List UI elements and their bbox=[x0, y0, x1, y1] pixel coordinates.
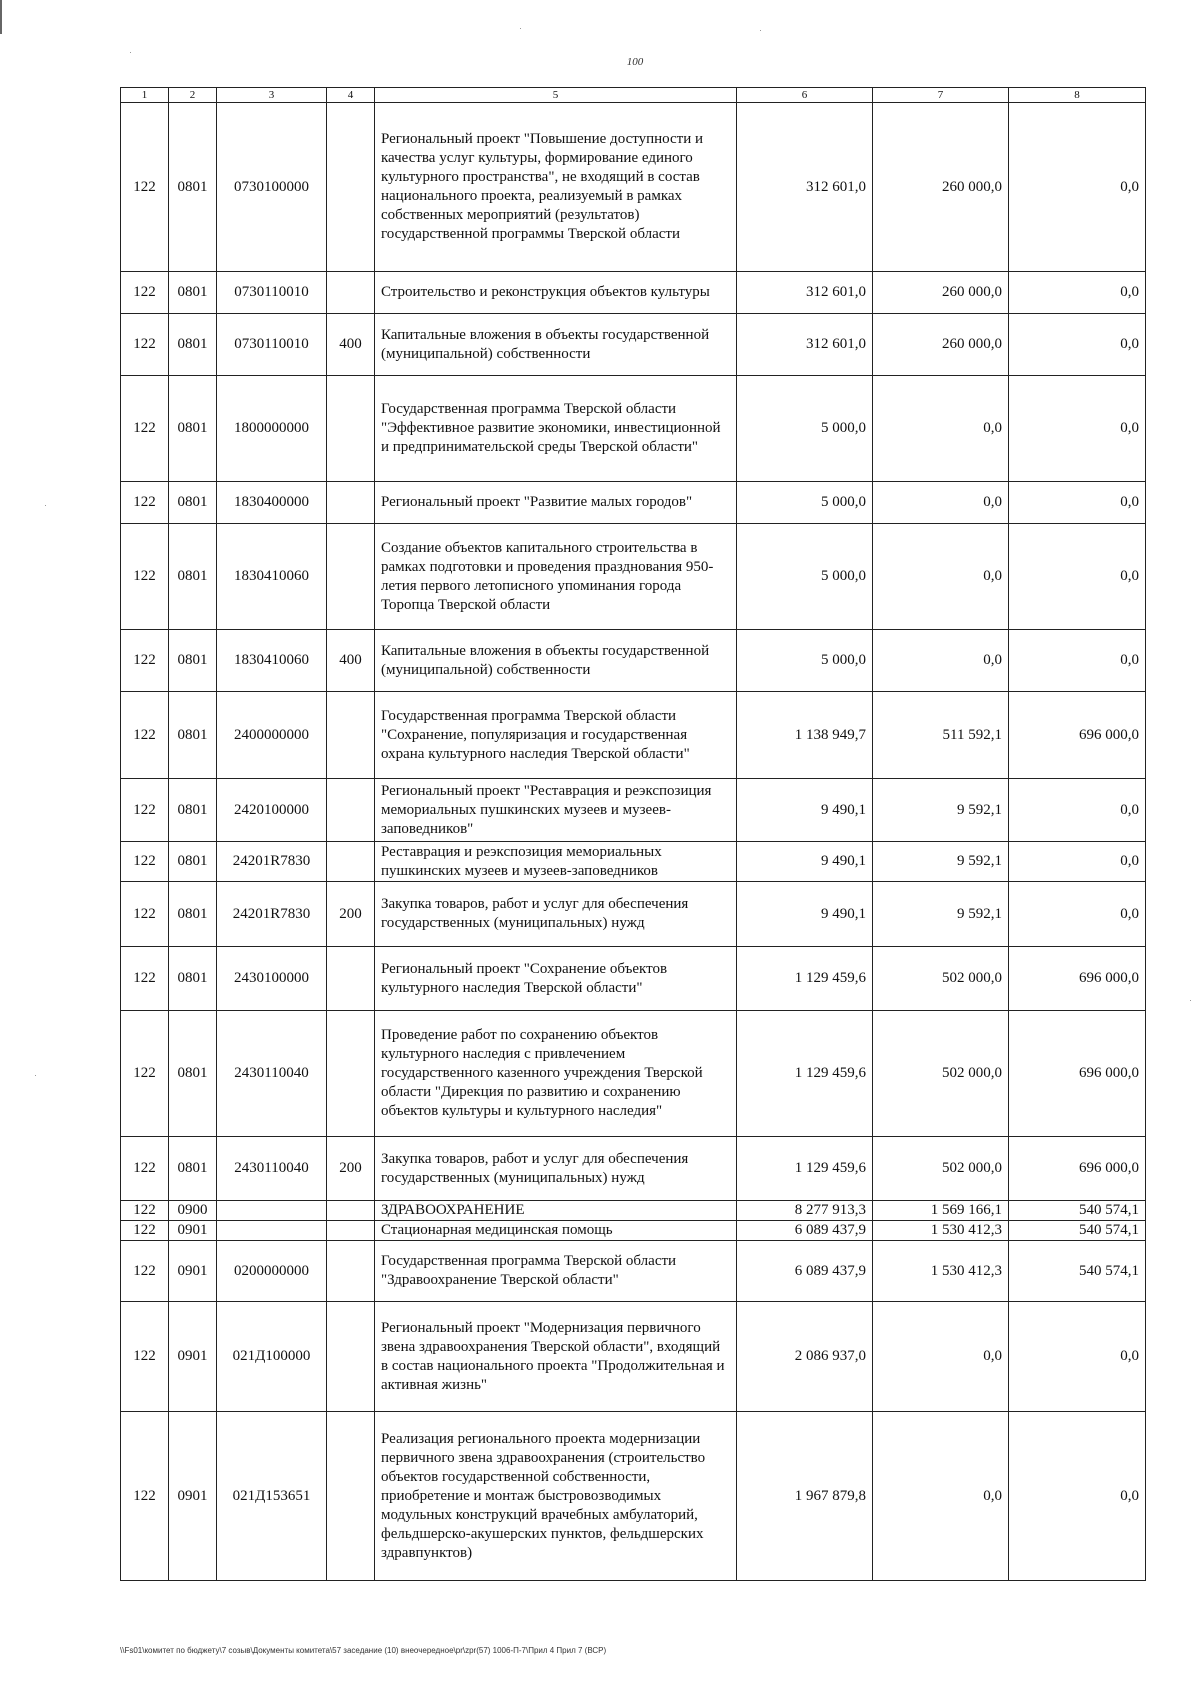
amount-col6-cell: 6 089 437,9 bbox=[737, 1241, 873, 1302]
column-header: 3 bbox=[217, 88, 327, 103]
expense-type-cell bbox=[327, 1302, 375, 1412]
target-article-cell: 2430100000 bbox=[217, 947, 327, 1011]
page-number: 100 bbox=[626, 56, 644, 68]
target-article-cell: 0730100000 bbox=[217, 103, 327, 272]
budget-table bbox=[120, 87, 1146, 1581]
target-article-cell: 1830410060 bbox=[217, 524, 327, 630]
table-row bbox=[121, 272, 1146, 314]
amount-col8-cell: 0,0 bbox=[1009, 524, 1146, 630]
expense-type-cell bbox=[327, 1011, 375, 1137]
expense-type-cell: 400 bbox=[327, 630, 375, 692]
ministry-code-cell: 122 bbox=[121, 1412, 169, 1581]
description-cell: Проведение работ по сохранению объектов культурного наследия с привлечением государственного казенного учреждения Тверской области "Дирекция по развитию и сохранению объектов культуры и культурного наследия" bbox=[375, 1011, 737, 1137]
amount-col8-cell: 540 574,1 bbox=[1009, 1241, 1146, 1302]
amount-col7-cell: 502 000,0 bbox=[873, 1011, 1009, 1137]
section-code-cell: 0801 bbox=[169, 314, 217, 376]
column-header: 4 bbox=[327, 88, 375, 103]
description-cell: Региональный проект "Развитие малых городов" bbox=[375, 482, 737, 524]
ministry-code-cell: 122 bbox=[121, 524, 169, 630]
amount-col7-cell: 0,0 bbox=[873, 376, 1009, 482]
amount-col6-cell: 312 601,0 bbox=[737, 272, 873, 314]
scan-speck bbox=[1190, 1000, 1191, 1001]
amount-col6-cell: 5 000,0 bbox=[737, 482, 873, 524]
table-row bbox=[121, 692, 1146, 779]
target-article-cell: 021Д153651 bbox=[217, 1412, 327, 1581]
description-cell: Региональный проект "Повышение доступности и качества услуг культуры, формирование единого культурного пространства", не входящий в состав национального проекта, реализуемый в рамках собственных мероприятий (результатов) государственной программы Тверской области bbox=[375, 103, 737, 272]
amount-col6-cell: 1 967 879,8 bbox=[737, 1412, 873, 1581]
table-row bbox=[121, 1221, 1146, 1241]
amount-col6-cell: 6 089 437,9 bbox=[737, 1221, 873, 1241]
amount-col6-cell: 1 138 949,7 bbox=[737, 692, 873, 779]
ministry-code-cell: 122 bbox=[121, 947, 169, 1011]
section-code-cell: 0901 bbox=[169, 1241, 217, 1302]
target-article-cell: 1830410060 bbox=[217, 630, 327, 692]
target-article-cell: 24201R7830 bbox=[217, 882, 327, 947]
description-cell: ЗДРАВООХРАНЕНИЕ bbox=[375, 1201, 737, 1221]
amount-col7-cell: 502 000,0 bbox=[873, 947, 1009, 1011]
column-header: 8 bbox=[1009, 88, 1146, 103]
amount-col8-cell: 0,0 bbox=[1009, 779, 1146, 842]
description-cell: Стационарная медицинская помощь bbox=[375, 1221, 737, 1241]
description-cell: Создание объектов капитального строительства в рамках подготовки и проведения празднования 950-летия первого летописного упоминания города Торопца Тверской области bbox=[375, 524, 737, 630]
amount-col7-cell: 260 000,0 bbox=[873, 103, 1009, 272]
description-cell: Государственная программа Тверской области "Сохранение, популяризация и государственная охрана культурного наследия Тверской области" bbox=[375, 692, 737, 779]
table-row bbox=[121, 779, 1146, 842]
ministry-code-cell: 122 bbox=[121, 1221, 169, 1241]
amount-col6-cell: 5 000,0 bbox=[737, 524, 873, 630]
amount-col7-cell: 502 000,0 bbox=[873, 1137, 1009, 1201]
ministry-code-cell: 122 bbox=[121, 779, 169, 842]
amount-col7-cell: 260 000,0 bbox=[873, 314, 1009, 376]
section-code-cell: 0901 bbox=[169, 1221, 217, 1241]
amount-col7-cell: 0,0 bbox=[873, 1412, 1009, 1581]
expense-type-cell: 200 bbox=[327, 882, 375, 947]
column-header: 7 bbox=[873, 88, 1009, 103]
target-article-cell: 1830400000 bbox=[217, 482, 327, 524]
table-row bbox=[121, 1011, 1146, 1137]
section-code-cell: 0801 bbox=[169, 882, 217, 947]
amount-col8-cell: 696 000,0 bbox=[1009, 1137, 1146, 1201]
expense-type-cell bbox=[327, 947, 375, 1011]
section-code-cell: 0801 bbox=[169, 103, 217, 272]
section-code-cell: 0801 bbox=[169, 1137, 217, 1201]
section-code-cell: 0801 bbox=[169, 630, 217, 692]
amount-col6-cell: 9 490,1 bbox=[737, 882, 873, 947]
target-article-cell bbox=[217, 1221, 327, 1241]
scan-speck bbox=[45, 505, 46, 506]
description-cell: Региональный проект "Реставрация и реэкспозиция мемориальных пушкинских музеев и музеев-заповедников" bbox=[375, 779, 737, 842]
section-code-cell: 0900 bbox=[169, 1201, 217, 1221]
table-row bbox=[121, 1137, 1146, 1201]
target-article-cell: 2430110040 bbox=[217, 1137, 327, 1201]
scan-speck bbox=[520, 28, 521, 29]
column-header: 1 bbox=[121, 88, 169, 103]
column-header: 6 bbox=[737, 88, 873, 103]
table-row bbox=[121, 314, 1146, 376]
amount-col8-cell: 696 000,0 bbox=[1009, 947, 1146, 1011]
amount-col6-cell: 312 601,0 bbox=[737, 103, 873, 272]
ministry-code-cell: 122 bbox=[121, 1011, 169, 1137]
amount-col7-cell: 260 000,0 bbox=[873, 272, 1009, 314]
amount-col6-cell: 1 129 459,6 bbox=[737, 1137, 873, 1201]
expense-type-cell bbox=[327, 272, 375, 314]
amount-col8-cell: 0,0 bbox=[1009, 272, 1146, 314]
ministry-code-cell: 122 bbox=[121, 692, 169, 779]
table-row bbox=[121, 1241, 1146, 1302]
amount-col7-cell: 9 592,1 bbox=[873, 779, 1009, 842]
column-header: 2 bbox=[169, 88, 217, 103]
ministry-code-cell: 122 bbox=[121, 1302, 169, 1412]
section-code-cell: 0801 bbox=[169, 376, 217, 482]
ministry-code-cell: 122 bbox=[121, 272, 169, 314]
target-article-cell: 0730110010 bbox=[217, 272, 327, 314]
expense-type-cell bbox=[327, 779, 375, 842]
scan-speck bbox=[130, 52, 131, 53]
table-row bbox=[121, 630, 1146, 692]
target-article-cell: 2420100000 bbox=[217, 779, 327, 842]
section-code-cell: 0801 bbox=[169, 272, 217, 314]
amount-col8-cell: 0,0 bbox=[1009, 376, 1146, 482]
amount-col7-cell: 9 592,1 bbox=[873, 882, 1009, 947]
amount-col7-cell: 0,0 bbox=[873, 1302, 1009, 1412]
table-row bbox=[121, 524, 1146, 630]
description-cell: Капитальные вложения в объекты государственной (муниципальной) собственности bbox=[375, 314, 737, 376]
section-code-cell: 0801 bbox=[169, 947, 217, 1011]
ministry-code-cell: 122 bbox=[121, 376, 169, 482]
target-article-cell: 2400000000 bbox=[217, 692, 327, 779]
ministry-code-cell: 122 bbox=[121, 103, 169, 272]
ministry-code-cell: 122 bbox=[121, 314, 169, 376]
table-row bbox=[121, 1302, 1146, 1412]
amount-col7-cell: 0,0 bbox=[873, 524, 1009, 630]
amount-col8-cell: 0,0 bbox=[1009, 842, 1146, 882]
amount-col6-cell: 5 000,0 bbox=[737, 630, 873, 692]
target-article-cell: 021Д100000 bbox=[217, 1302, 327, 1412]
section-code-cell: 0801 bbox=[169, 779, 217, 842]
amount-col7-cell: 0,0 bbox=[873, 482, 1009, 524]
expense-type-cell bbox=[327, 1201, 375, 1221]
description-cell: Региональный проект "Модернизация первичного звена здравоохранения Тверской области", входящий в состав национального проекта "Продолжительная и активная жизнь" bbox=[375, 1302, 737, 1412]
description-cell: Строительство и реконструкция объектов культуры bbox=[375, 272, 737, 314]
target-article-cell: 2430110040 bbox=[217, 1011, 327, 1137]
ministry-code-cell: 122 bbox=[121, 630, 169, 692]
description-cell: Закупка товаров, работ и услуг для обеспечения государственных (муниципальных) нужд bbox=[375, 1137, 737, 1201]
amount-col7-cell: 511 592,1 bbox=[873, 692, 1009, 779]
target-article-cell: 0200000000 bbox=[217, 1241, 327, 1302]
section-code-cell: 0801 bbox=[169, 524, 217, 630]
description-cell: Государственная программа Тверской области "Эффективное развитие экономики, инвестиционной и предпринимательской среды Тверской области" bbox=[375, 376, 737, 482]
amount-col8-cell: 0,0 bbox=[1009, 1302, 1146, 1412]
amount-col8-cell: 0,0 bbox=[1009, 314, 1146, 376]
table-row bbox=[121, 947, 1146, 1011]
amount-col7-cell: 0,0 bbox=[873, 630, 1009, 692]
scan-speck bbox=[760, 30, 761, 31]
ministry-code-cell: 122 bbox=[121, 842, 169, 882]
scan-speck bbox=[35, 1075, 36, 1076]
amount-col6-cell: 9 490,1 bbox=[737, 842, 873, 882]
amount-col8-cell: 696 000,0 bbox=[1009, 1011, 1146, 1137]
description-cell: Закупка товаров, работ и услуг для обеспечения государственных (муниципальных) нужд bbox=[375, 882, 737, 947]
target-article-cell bbox=[217, 1201, 327, 1221]
ministry-code-cell: 122 bbox=[121, 882, 169, 947]
ministry-code-cell: 122 bbox=[121, 1137, 169, 1201]
description-cell: Региональный проект "Сохранение объектов культурного наследия Тверской области" bbox=[375, 947, 737, 1011]
amount-col6-cell: 2 086 937,0 bbox=[737, 1302, 873, 1412]
amount-col8-cell: 540 574,1 bbox=[1009, 1221, 1146, 1241]
expense-type-cell bbox=[327, 1221, 375, 1241]
expense-type-cell: 200 bbox=[327, 1137, 375, 1201]
scan-edge-line bbox=[0, 0, 2, 34]
expense-type-cell bbox=[327, 1412, 375, 1581]
amount-col6-cell: 1 129 459,6 bbox=[737, 1011, 873, 1137]
expense-type-cell: 400 bbox=[327, 314, 375, 376]
ministry-code-cell: 122 bbox=[121, 1201, 169, 1221]
description-cell: Государственная программа Тверской области "Здравоохранение Тверской области" bbox=[375, 1241, 737, 1302]
table-row bbox=[121, 882, 1146, 947]
table-row bbox=[121, 1412, 1146, 1581]
amount-col6-cell: 312 601,0 bbox=[737, 314, 873, 376]
expense-type-cell bbox=[327, 103, 375, 272]
section-code-cell: 0801 bbox=[169, 1011, 217, 1137]
amount-col7-cell: 1 530 412,3 bbox=[873, 1241, 1009, 1302]
ministry-code-cell: 122 bbox=[121, 1241, 169, 1302]
amount-col8-cell: 0,0 bbox=[1009, 630, 1146, 692]
amount-col8-cell: 696 000,0 bbox=[1009, 692, 1146, 779]
table-row bbox=[121, 1201, 1146, 1221]
expense-type-cell bbox=[327, 692, 375, 779]
amount-col7-cell: 1 569 166,1 bbox=[873, 1201, 1009, 1221]
target-article-cell: 1800000000 bbox=[217, 376, 327, 482]
target-article-cell: 24201R7830 bbox=[217, 842, 327, 882]
expense-type-cell bbox=[327, 376, 375, 482]
amount-col8-cell: 0,0 bbox=[1009, 882, 1146, 947]
amount-col7-cell: 9 592,1 bbox=[873, 842, 1009, 882]
description-cell: Реставрация и реэкспозиция мемориальных пушкинских музеев и музеев-заповедников bbox=[375, 842, 737, 882]
column-header: 5 bbox=[375, 88, 737, 103]
table-row bbox=[121, 842, 1146, 882]
table-row bbox=[121, 376, 1146, 482]
table-row bbox=[121, 482, 1146, 524]
ministry-code-cell: 122 bbox=[121, 482, 169, 524]
description-cell: Капитальные вложения в объекты государственной (муниципальной) собственности bbox=[375, 630, 737, 692]
amount-col6-cell: 9 490,1 bbox=[737, 779, 873, 842]
amount-col6-cell: 8 277 913,3 bbox=[737, 1201, 873, 1221]
section-code-cell: 0801 bbox=[169, 842, 217, 882]
amount-col6-cell: 5 000,0 bbox=[737, 376, 873, 482]
expense-type-cell bbox=[327, 842, 375, 882]
amount-col8-cell: 0,0 bbox=[1009, 103, 1146, 272]
file-path-footer: \\Fs01\комитет по бюджету\7 созыв\Документы комитета\57 заседание (10) внеочередное\pr\zpr(57) 1006-П-7\Прил 4 Прил 7 (ВСР) bbox=[120, 1646, 607, 1655]
amount-col8-cell: 540 574,1 bbox=[1009, 1201, 1146, 1221]
expense-type-cell bbox=[327, 1241, 375, 1302]
section-code-cell: 0801 bbox=[169, 692, 217, 779]
description-cell: Реализация регионального проекта модернизации первичного звена здравоохранения (строительство объектов государственной собственности, приобретение и монтаж быстровозводимых модульных конструкций врачебных амбулаторий, фельдшерско-акушерских пунктов, фельдшерских здравпунктов) bbox=[375, 1412, 737, 1581]
column-number-row bbox=[121, 88, 1146, 103]
amount-col8-cell: 0,0 bbox=[1009, 482, 1146, 524]
section-code-cell: 0901 bbox=[169, 1412, 217, 1581]
target-article-cell: 0730110010 bbox=[217, 314, 327, 376]
table-row bbox=[121, 103, 1146, 272]
expense-type-cell bbox=[327, 482, 375, 524]
amount-col7-cell: 1 530 412,3 bbox=[873, 1221, 1009, 1241]
section-code-cell: 0801 bbox=[169, 482, 217, 524]
expense-type-cell bbox=[327, 524, 375, 630]
amount-col8-cell: 0,0 bbox=[1009, 1412, 1146, 1581]
amount-col6-cell: 1 129 459,6 bbox=[737, 947, 873, 1011]
section-code-cell: 0901 bbox=[169, 1302, 217, 1412]
